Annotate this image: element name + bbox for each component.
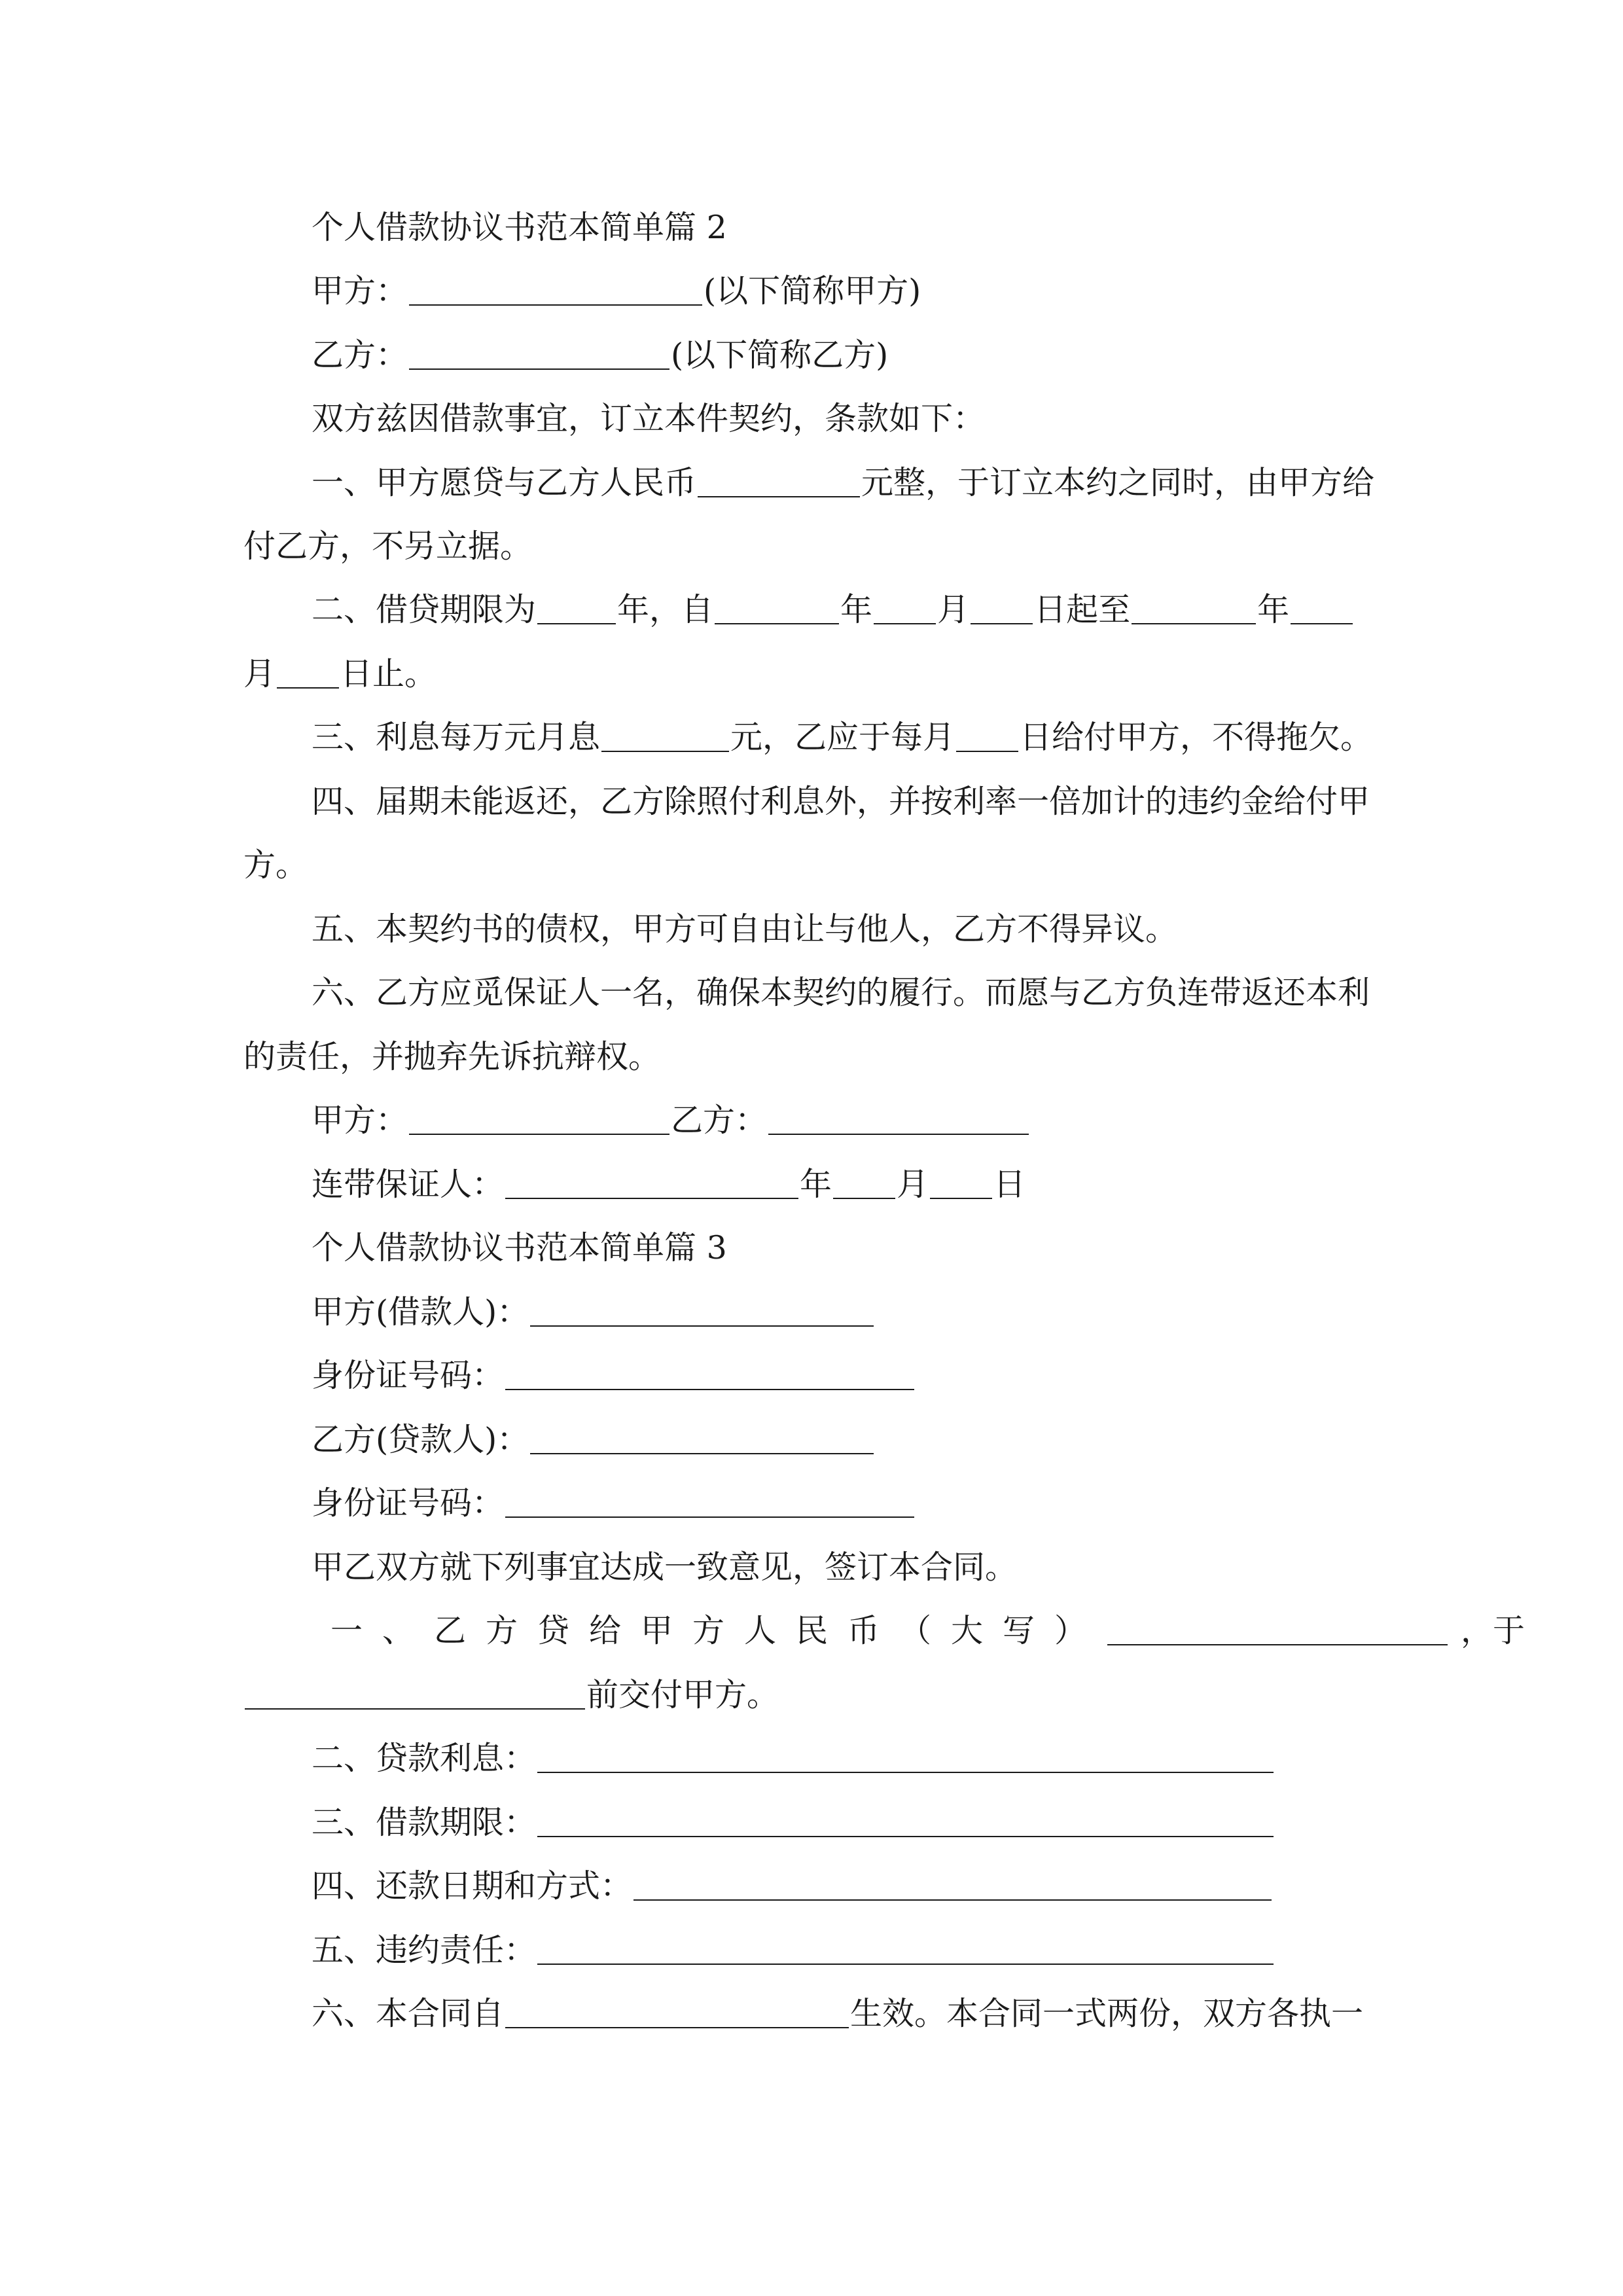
- s3-clause-3-label: 三、借款期限：: [312, 1804, 537, 1841]
- section-title: [312, 208, 727, 247]
- sign-a-label: 甲方：: [312, 1102, 408, 1139]
- borrower-line: [312, 1293, 875, 1332]
- clause-6-text-a: 六、乙方应觅保证人一名，确保本契约的履行。而愿与乙方负连带返还本利: [312, 974, 1370, 1011]
- s3-clause-1-text-a: 一、乙方贷给甲方人民币（大写）: [330, 1612, 1107, 1649]
- loan-term-blank[interactable]: [537, 1807, 1274, 1837]
- intro-line: [312, 399, 985, 439]
- id-1-line: [312, 1356, 916, 1395]
- guarantor-label: 连带保证人：: [312, 1166, 505, 1203]
- party-a-suffix: (以下简称甲方): [704, 272, 921, 310]
- clause-2-text-g: 月: [243, 655, 276, 692]
- clause-1-text-c: 付乙方，不另立据。: [243, 528, 533, 565]
- intro-text: 双方兹因借款事宜，订立本件契约，条款如下：: [312, 400, 986, 437]
- s3-clause-6-line: [312, 1994, 1363, 2034]
- end-day-blank[interactable]: [277, 658, 339, 689]
- section-3-intro-text: 甲乙双方就下列事宜达成一致意见，签订本合同。: [312, 1549, 1018, 1586]
- lender-line: [312, 1420, 875, 1460]
- clause-5-line: [312, 910, 1177, 949]
- clause-2-line-2: [243, 655, 437, 694]
- guarantor-line: [312, 1165, 1026, 1204]
- clause-2-text-e: 日起至: [1034, 591, 1131, 628]
- section-3-title: [312, 1229, 727, 1268]
- clause-6-line-1: [312, 973, 1370, 1013]
- day-label: 日: [993, 1166, 1026, 1203]
- party-b-label: 乙方：: [312, 336, 408, 374]
- sign-month-blank[interactable]: [833, 1169, 895, 1199]
- clause-6-text-b: 的责任，并抛弃先诉抗辩权。: [243, 1038, 661, 1075]
- pay-day-blank[interactable]: [956, 722, 1018, 752]
- guarantor-blank[interactable]: [505, 1169, 798, 1199]
- borrower-label: 甲方(借款人)：: [312, 1293, 529, 1331]
- s3-clause-1-text-b: ，于: [1461, 1612, 1525, 1649]
- clause-2-text-d: 月: [937, 591, 970, 628]
- sign-day-blank[interactable]: [930, 1169, 992, 1199]
- s3-clause-2-label: 二、贷款利息：: [312, 1740, 537, 1777]
- s3-clause-3-line: [312, 1803, 1275, 1842]
- party-b-suffix: (以下简称乙方): [671, 336, 889, 374]
- signature-line: [312, 1101, 1030, 1140]
- clause-2-text-c: 年: [840, 591, 873, 628]
- s3-clause-6-text-a: 六、本合同自: [312, 1995, 505, 2032]
- clause-1-line-1: [312, 463, 1374, 503]
- s3-clause-4-line: [312, 1867, 1273, 1906]
- sign-b-label: 乙方：: [671, 1102, 768, 1139]
- clause-2-text-a: 二、借贷期限为: [312, 591, 537, 628]
- id-1-blank[interactable]: [505, 1360, 914, 1390]
- s3-clause-1-line-2: [243, 1676, 779, 1715]
- start-month-blank[interactable]: [874, 594, 936, 624]
- s3-clause-1-line-1: [330, 1611, 1525, 1651]
- section-3-title-text: 个人借款协议书范本简单篇 3: [312, 1229, 727, 1266]
- s3-clause-1-text-c: 前交付甲方。: [586, 1676, 779, 1713]
- party-b-line: [312, 336, 888, 375]
- end-year-blank[interactable]: [1132, 594, 1256, 624]
- clause-3-text-b: 元，乙应于每月: [730, 719, 955, 756]
- clause-3-text-c: 日给付甲方，不得拖欠。: [1020, 719, 1373, 756]
- id-2-label: 身份证号码：: [312, 1484, 505, 1522]
- s3-clause-4-label: 四、还款日期和方式：: [312, 1867, 633, 1905]
- term-years-blank[interactable]: [537, 594, 616, 624]
- delivery-date-blank[interactable]: [245, 1679, 585, 1710]
- lender-blank[interactable]: [530, 1424, 874, 1454]
- sign-a-blank[interactable]: [409, 1105, 669, 1135]
- s3-clause-5-label: 五、违约责任：: [312, 1931, 537, 1969]
- clause-2-text-h: 日止。: [340, 655, 437, 692]
- repayment-blank[interactable]: [633, 1871, 1272, 1901]
- clause-3-line: [312, 718, 1372, 757]
- id-2-blank[interactable]: [505, 1488, 914, 1518]
- borrower-blank[interactable]: [530, 1297, 874, 1327]
- party-a-line: [312, 272, 921, 311]
- party-b-blank[interactable]: [409, 340, 669, 370]
- clause-4-line-1: [312, 782, 1370, 821]
- month-label: 月: [897, 1166, 929, 1203]
- section-3-intro: [312, 1548, 1017, 1587]
- clause-4-text-a: 四、届期未能返还，乙方除照付利息外，并按利率一倍加计的违约金给付甲: [312, 783, 1370, 820]
- s3-clause-2-line: [312, 1739, 1275, 1778]
- clause-4-line-2: [243, 846, 308, 885]
- clause-1-text-b: 元整，于订立本约之同时，由甲方给: [861, 464, 1375, 501]
- loan-interest-blank[interactable]: [537, 1743, 1274, 1773]
- start-day-blank[interactable]: [971, 594, 1033, 624]
- year-label: 年: [800, 1166, 832, 1203]
- clause-1-text-a: 一、甲方愿贷与乙方人民币: [312, 464, 697, 501]
- liability-blank[interactable]: [537, 1935, 1274, 1965]
- clause-2-text-f: 年: [1257, 591, 1290, 628]
- section-title-text: 个人借款协议书范本简单篇 2: [312, 209, 727, 246]
- start-year-blank[interactable]: [715, 594, 839, 624]
- s3-clause-5-line: [312, 1931, 1275, 1970]
- id-2-line: [312, 1484, 916, 1523]
- clause-6-line-2: [243, 1037, 660, 1077]
- effective-date-blank[interactable]: [505, 1998, 849, 2028]
- clause-2-text-b: 年，自: [617, 591, 714, 628]
- end-month-blank[interactable]: [1291, 594, 1353, 624]
- sign-b-blank[interactable]: [768, 1105, 1029, 1135]
- clause-1-line-2: [243, 527, 532, 566]
- id-1-label: 身份证号码：: [312, 1357, 505, 1394]
- clause-4-text-b: 方。: [243, 846, 308, 884]
- clause-3-text-a: 三、利息每万元月息: [312, 719, 601, 756]
- lender-label: 乙方(贷款人)：: [312, 1421, 529, 1458]
- s3-clause-6-text-b: 生效。本合同一式两份，双方各执一: [850, 1995, 1364, 2032]
- clause-5-text: 五、本契约书的债权，甲方可自由让与他人，乙方不得异议。: [312, 910, 1178, 948]
- interest-blank[interactable]: [601, 722, 729, 752]
- party-a-blank[interactable]: [409, 276, 702, 306]
- clause-2-line-1: [312, 590, 1354, 630]
- amount-upper-blank[interactable]: [1107, 1615, 1448, 1645]
- party-a-label: 甲方：: [312, 272, 408, 310]
- amount-blank[interactable]: [698, 467, 860, 497]
